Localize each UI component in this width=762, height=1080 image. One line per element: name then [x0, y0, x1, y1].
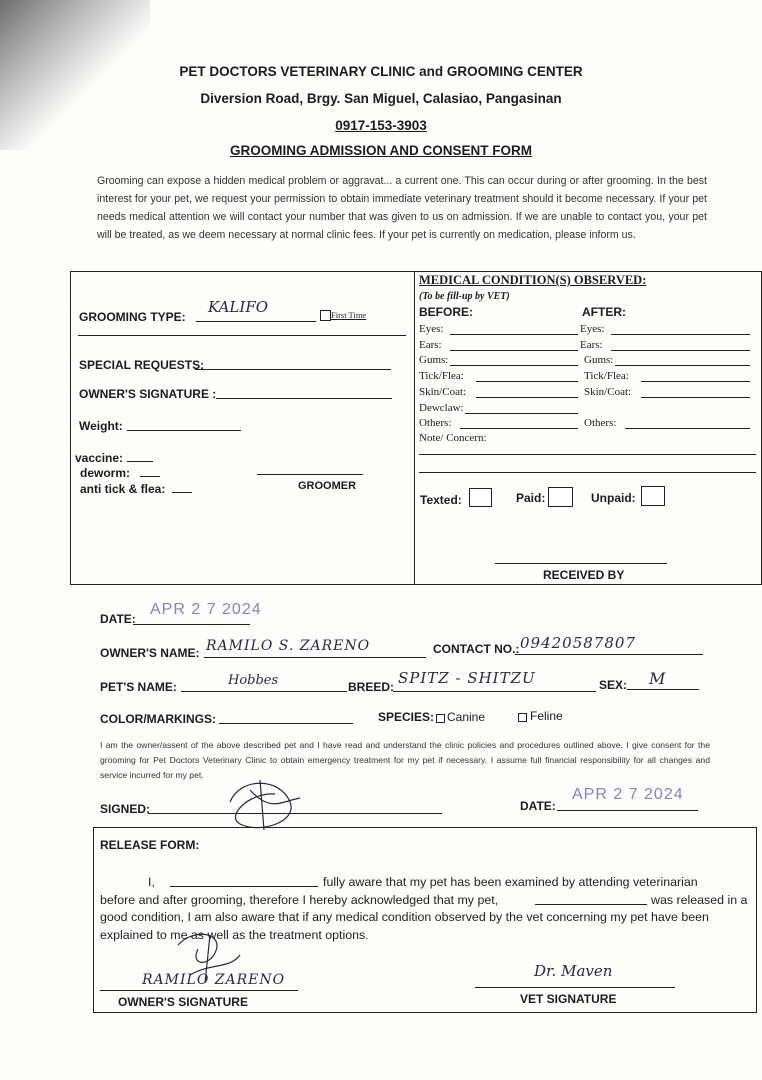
after-item-label: Ears:: [580, 338, 603, 351]
before-item-line[interactable]: [460, 428, 578, 429]
consent-paragraph: I am the owner/assent of the above described pet and I have read and understand the clinic policies and procedures outlined above. I give consent for the grooming for Pet Doctors Veterinary Clinic to obtain emergency treatment for my pet if necessary. I assume full financial responsibility for all changes and service incurred for my pet.: [100, 740, 710, 780]
weight-label: Weight:: [79, 419, 123, 433]
note-concern-label: Note/ Concern:: [419, 432, 487, 444]
clinic-phone: 0917-153-3903: [335, 118, 427, 133]
weight-line[interactable]: [127, 430, 241, 431]
groomer-label: GROOMER: [298, 480, 357, 492]
texted-checkbox[interactable]: [469, 488, 492, 507]
release-p3: good condition, I am also aware that if any medical condition observed by the vet concerning my pet have been: [100, 910, 709, 924]
vaccine-line[interactable]: [127, 461, 153, 462]
grooming-extra-line: [78, 335, 406, 336]
before-heading: BEFORE:: [419, 305, 473, 319]
owner-signature-line[interactable]: [216, 398, 392, 399]
before-item-label: Dewclaw:: [419, 401, 464, 414]
release-owner-written-name: RAMILO ZARENO: [142, 972, 286, 988]
release-pet-line[interactable]: [535, 904, 647, 905]
owner-sig-label: OWNER'S SIGNATURE: [118, 995, 248, 1009]
release-p1-a: I,: [148, 875, 155, 889]
release-p2-a: before and after grooming, therefore I hereby acknowledged that my pet,: [100, 893, 499, 907]
before-item-line[interactable]: [450, 334, 579, 335]
vet-written-signature: Dr. Maven: [534, 962, 613, 980]
release-owner-line[interactable]: [170, 886, 318, 887]
before-item-label: Gums:: [419, 354, 449, 367]
groomer-line[interactable]: [257, 474, 363, 475]
medical-subtitle: (To be fill-up by VET): [419, 291, 510, 302]
anti-tick-line[interactable]: [172, 492, 192, 493]
owner-name-value[interactable]: RAMILO S. ZARENO: [206, 638, 371, 654]
box-divider: [414, 271, 415, 585]
unpaid-checkbox[interactable]: [641, 486, 665, 506]
release-p4: explained to me as well as the treatment options.: [100, 928, 369, 942]
after-item-label: Others:: [584, 417, 617, 430]
before-item-label: Ears:: [419, 338, 442, 351]
canine-label: Canine: [447, 710, 486, 724]
sex-line[interactable]: [627, 689, 699, 690]
date-stamp: APR 2 7 2024: [150, 601, 262, 618]
color-markings-label: COLOR/MARKINGS:: [100, 712, 216, 726]
after-item-line[interactable]: [625, 428, 750, 429]
deworm-label: deworm:: [80, 466, 131, 480]
owner-name-label: OWNER'S NAME:: [100, 646, 200, 660]
after-item-label: Gums:: [584, 354, 614, 367]
contact-label: CONTACT NO.:: [433, 642, 520, 656]
after-item-line[interactable]: [641, 397, 750, 398]
intro-paragraph: Grooming can expose a hidden medical problem or aggravat... a current one. This can occur during or after grooming. In the best interest for your pet, we request your permission to obtain immediate veterinary treatment should it become necessary. If your pet needs medical attention we will contact your number that was given to us on admission. If we are unable to contact you, your pet will be treated, as we deem necessary at normal clinic fees. If your pet is currently on medication, please inform us.: [97, 175, 707, 241]
contact-value[interactable]: 09420587807: [520, 634, 636, 652]
vet-sig-label: VET SIGNATURE: [520, 992, 617, 1006]
date-label: DATE:: [100, 612, 136, 626]
grooming-type-line: [196, 321, 316, 322]
species-label: SPECIES:: [378, 710, 435, 724]
clinic-name: PET DOCTORS VETERINARY CLINIC and GROOMING CENTER: [179, 64, 583, 79]
note-line-2[interactable]: [419, 472, 756, 473]
canine-checkbox[interactable]: [436, 714, 445, 723]
before-item-label: Tick/Flea:: [419, 370, 464, 383]
sex-value[interactable]: M: [649, 669, 666, 688]
owner-signature-label: OWNER'S SIGNATURE :: [79, 387, 217, 401]
release-owner-sig-line[interactable]: [100, 990, 298, 991]
before-item-label: Others:: [419, 417, 452, 430]
signed-date-stamp: APR 2 7 2024: [572, 786, 684, 803]
breed-value[interactable]: SPITZ - SHITZU: [398, 669, 536, 687]
texted-label: Texted:: [420, 493, 462, 507]
after-heading: AFTER:: [582, 305, 626, 319]
before-item-label: Skin/Coat:: [419, 385, 467, 398]
before-item-line[interactable]: [476, 397, 578, 398]
signed-date-line[interactable]: [557, 810, 698, 811]
release-p1-b: fully aware that my pet has been examined by attending veterinarian: [323, 875, 698, 889]
contact-line[interactable]: [515, 654, 703, 655]
received-by-label: RECEIVED BY: [543, 568, 625, 582]
after-item-line[interactable]: [611, 350, 751, 351]
breed-label: BREED:: [348, 680, 395, 694]
feline-label: Feline: [530, 709, 563, 723]
paid-label: Paid:: [516, 491, 546, 505]
grooming-type-label: GROOMING TYPE:: [79, 310, 186, 324]
deworm-line[interactable]: [140, 476, 160, 477]
sex-label: SEX:: [599, 678, 628, 692]
signed-date-label: DATE:: [520, 799, 556, 813]
clinic-address: Diversion Road, Brgy. San Miguel, Calasiao, Pangasinan: [200, 91, 562, 106]
first-time-label: First Time: [331, 310, 367, 320]
feline-checkbox[interactable]: [518, 713, 527, 722]
pet-name-label: PET'S NAME:: [100, 680, 177, 694]
after-item-label: Skin/Coat:: [584, 385, 632, 398]
after-item-label: Eyes:: [580, 323, 605, 335]
after-item-label: Tick/Flea:: [584, 370, 629, 383]
after-item-line[interactable]: [641, 381, 750, 382]
anti-tick-label: anti tick & flea:: [80, 482, 166, 496]
pet-name-value[interactable]: Hobbes: [228, 673, 279, 688]
before-item-line[interactable]: [450, 365, 579, 366]
before-item-line[interactable]: [450, 350, 579, 351]
before-item-line[interactable]: [476, 381, 578, 382]
vaccine-label: vaccine:: [75, 451, 124, 465]
pet-name-line[interactable]: [181, 691, 347, 692]
before-item-label: Eyes:: [419, 323, 444, 335]
date-line[interactable]: [133, 624, 250, 625]
special-requests-line[interactable]: [195, 369, 391, 370]
grooming-type-value[interactable]: KALIFO: [208, 298, 269, 316]
form-title: GROOMING ADMISSION AND CONSENT FORM: [230, 143, 532, 158]
owner-name-line[interactable]: [204, 657, 426, 658]
unpaid-label: Unpaid:: [591, 491, 636, 505]
first-time-checkbox[interactable]: [320, 310, 331, 321]
medical-title: MEDICAL CONDITION(S) OBSERVED:: [419, 273, 647, 287]
received-by-line[interactable]: [495, 563, 667, 564]
after-item-line[interactable]: [611, 334, 751, 335]
special-requests-label: SPECIAL REQUESTS:: [79, 358, 205, 372]
after-item-line[interactable]: [615, 365, 751, 366]
note-line-1[interactable]: [419, 454, 756, 455]
signed-label: SIGNED:: [100, 802, 151, 816]
color-markings-line[interactable]: [219, 723, 353, 724]
before-item-line[interactable]: [465, 413, 578, 414]
release-p2-b: was released in a: [651, 893, 748, 907]
paid-checkbox[interactable]: [548, 487, 573, 507]
release-title: RELEASE FORM:: [100, 838, 200, 852]
vet-sig-line[interactable]: [475, 987, 675, 988]
breed-line[interactable]: [393, 691, 596, 692]
